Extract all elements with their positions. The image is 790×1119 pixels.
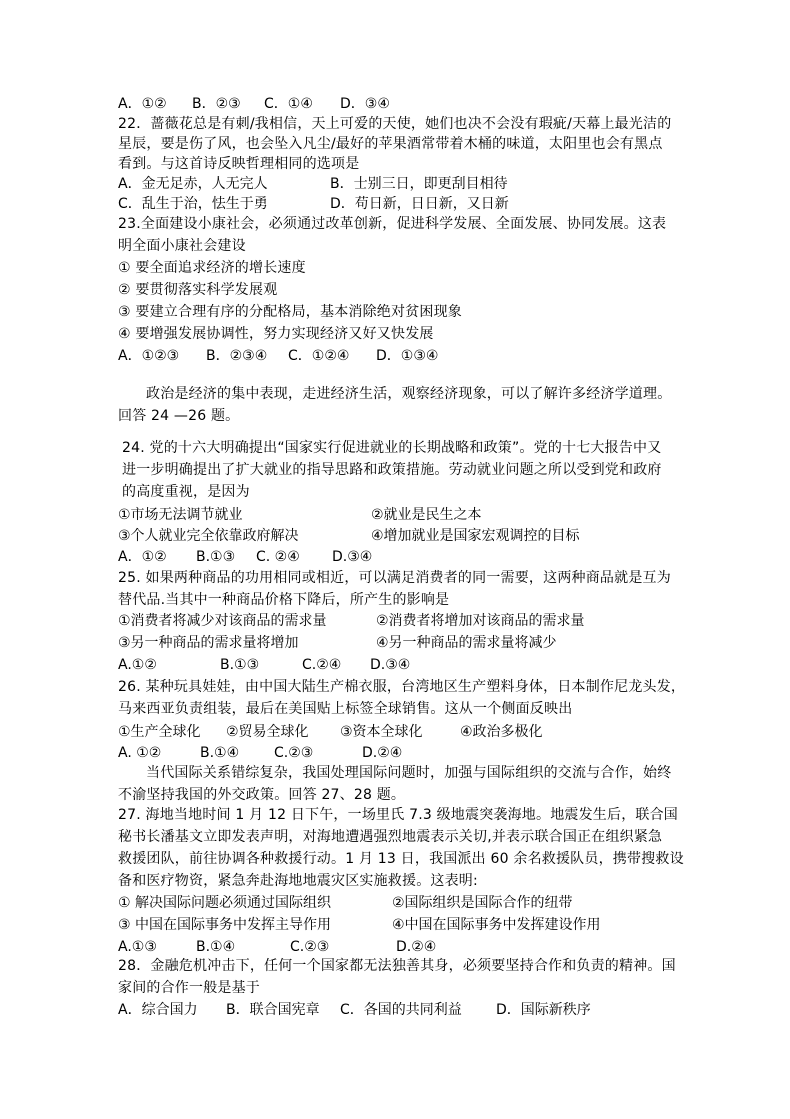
q27-option-b: B.①④ (196, 939, 236, 955)
q26-stem-line: 马来西亚负责组装，最后在美国贴上标签全球销售。这从一个侧面反映出 (118, 701, 573, 717)
q28-option-b: B．联合国宪章 (226, 1002, 320, 1018)
q24-option-b: B.①③ (196, 549, 236, 565)
q28-stem-line: 家间的合作一般是基于 (118, 980, 260, 996)
q25-item: ①消费者将减少对该商品的需求量 (118, 613, 327, 629)
section-intro-line: 回答 24 —26 题。 (118, 408, 240, 424)
q23-item: ③ 要建立合理有序的分配格局，基本消除绝对贫困现象 (118, 304, 462, 320)
q23-stem-line: 23.全面建设小康社会，必须通过改革创新，促进科学发展、全面发展、协同发展。这表 (118, 216, 667, 232)
q23-stem-line: 明全面小康社会建设 (118, 238, 246, 254)
q25-stem-line: 25. 如果两种商品的功用相同或相近，可以满足消费者的同一需要，这两种商品就是互为 (118, 570, 671, 586)
q25-item: ③另一种商品的需求量将增加 (118, 635, 299, 651)
q25-option-d: D.③④ (370, 657, 411, 673)
q24-item: ②就业是民生之本 (371, 507, 482, 523)
q26-option-b: B.①④ (200, 745, 240, 761)
q22-stem-line: 星辰，要是伤了风，也会坠入凡尘/最好的苹果酒常带着木桶的味道，太阳里也会有黑点 (118, 136, 663, 152)
q27-option-a: A.①③ (118, 939, 157, 955)
q26-item: ②贸易全球化 (226, 724, 309, 740)
q23-option-b: B．②③④ (206, 348, 268, 364)
q26-option-a: A. ①② (118, 745, 162, 761)
q24-item: ③个人就业完全依靠政府解决 (118, 528, 299, 544)
q27-stem-line: 备和医疗物资，紧急奔赴海地地震灾区实施救援。这表明: (118, 873, 478, 889)
q28-option-d: D．国际新秩序 (496, 1002, 591, 1018)
q24-option-c: C. ②④ (256, 549, 300, 565)
section-intro-line: 当代国际关系错综复杂，我国处理国际问题时，加强与国际组织的交流与合作，始终 (146, 765, 672, 781)
q25-option-a: A.①② (118, 657, 157, 673)
q25-item: ④另一种商品的需求量将减少 (376, 635, 557, 651)
q25-item: ②消费者将增加对该商品的需求量 (376, 613, 585, 629)
q26-stem-line: 26. 某种玩具娃娃，由中国大陆生产棉衣服，台湾地区生产塑料身体，日本制作尼龙头发， (118, 679, 686, 695)
q27-item: ③ 中国在国际事务中发挥主导作用 (118, 917, 332, 933)
q24-stem-line: 进一步明确提出了扩大就业的指导思路和政策措施。劳动就业问题之所以受到党和政府 (122, 462, 662, 478)
q22-stem-line: 看到。与这首诗反映哲理相同的选项是 (118, 156, 360, 172)
q27-option-c: C.②③ (290, 939, 330, 955)
q23-option-c: C．①②④ (288, 348, 350, 364)
q26-item: ④政治多极化 (460, 724, 543, 740)
q27-stem-line: 救援团队，前往协调各种救援行动。1 月 13 日，我国派出 60 余名救援队员，携带搜救设 (118, 851, 684, 867)
q23-option-d: D．①③④ (376, 348, 439, 364)
q27-item: ① 解决国际问题必须通过国际组织 (118, 895, 332, 911)
q26-item: ③资本全球化 (340, 724, 423, 740)
q25-option-b: B.①③ (220, 657, 260, 673)
q24-stem-line: 24. 党的十六大明确提出“国家实行促进就业的长期战略和政策”。党的十七大报告中又 (122, 440, 662, 456)
q21-option-d: D．③④ (340, 96, 390, 112)
q22-option-d: D．苟日新，日日新，又日新 (330, 196, 509, 212)
q21-option-a: A．①② (118, 96, 167, 112)
q21-option-c: C．①④ (264, 96, 313, 112)
q28-option-c: C．各国的共同利益 (340, 1002, 462, 1018)
q27-stem-line: 27. 海地当地时间 1 月 12 日下午，一场里氏 7.3 级地震突袭海地。地震发生后，联合国 (118, 807, 679, 823)
q25-stem-line: 替代品.当其中一种商品价格下降后，所产生的影响是 (118, 592, 450, 608)
q28-stem-line: 28．金融危机冲击下，任何一个国家都无法独善其身，必须要坚持合作和负责的精神。国 (118, 958, 676, 974)
q25-option-c: C.②④ (302, 657, 342, 673)
q22-option-c: C．乱生于治，怯生于勇 (118, 196, 268, 212)
q23-item: ① 要全面追求经济的增长速度 (118, 260, 306, 276)
q27-stem-line: 秘书长潘基文立即发表声明，对海地遭遇强烈地震表示关切,并表示联合国正在组织紧急 (118, 829, 663, 845)
q21-option-b: B．②③ (192, 96, 241, 112)
q24-stem-line: 的高度重视，是因为 (122, 484, 250, 500)
q22-stem-line: 22．蔷薇花总是有刺/我相信，天上可爱的天使，她们也决不会没有瑕疵/天幕上最光洁的 (118, 116, 672, 132)
q27-option-d: D.②④ (396, 939, 437, 955)
q26-option-c: C.②③ (274, 745, 314, 761)
q24-option-d: D.③④ (332, 549, 373, 565)
q23-item: ④ 要增强发展协调性，努力实现经济又好又快发展 (118, 326, 434, 342)
q26-item: ①生产全球化 (118, 724, 201, 740)
q26-option-d: D.②④ (362, 745, 403, 761)
section-intro-line: 政治是经济的集中表现，走进经济生活，观察经济现象，可以了解许多经济学道理。 (146, 386, 672, 402)
section-intro-line: 不渝坚持我国的外交政策。回答 27、28 题。 (118, 787, 406, 803)
q22-option-b: B．士别三日，即更刮目相待 (330, 176, 508, 192)
q24-option-a: A．①② (118, 549, 167, 565)
q23-option-a: A．①②③ (118, 348, 180, 364)
q23-item: ② 要贯彻落实科学发展观 (118, 282, 278, 298)
q27-item: ④中国在国际事务中发挥建设作用 (392, 917, 601, 933)
q22-option-a: A．金无足赤，人无完人 (118, 176, 268, 192)
q27-item: ②国际组织是国际合作的纽带 (392, 895, 573, 911)
q24-item: ①市场无法调节就业 (118, 507, 243, 523)
q28-option-a: A．综合国力 (118, 1002, 198, 1018)
q24-item: ④增加就业是国家宏观调控的目标 (371, 528, 580, 544)
